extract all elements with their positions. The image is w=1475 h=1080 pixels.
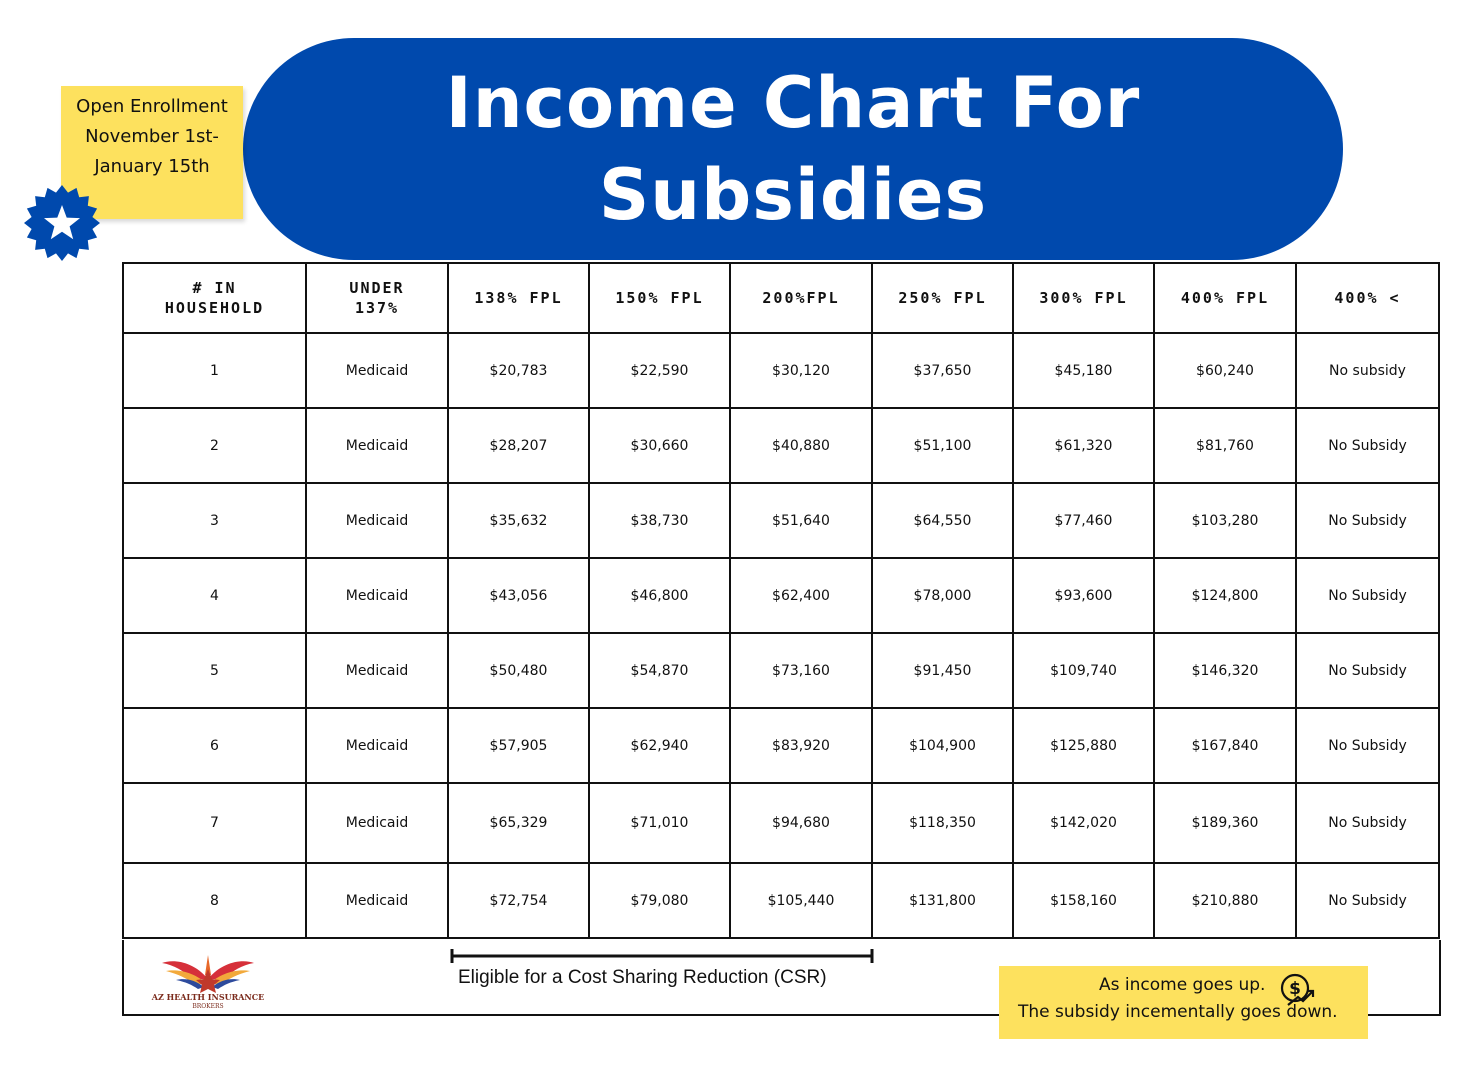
table-cell: 5 — [123, 633, 306, 708]
table-cell: Medicaid — [306, 558, 448, 633]
enrollment-line-3: January 15th — [94, 156, 210, 177]
column-header-text: HOUSEHOLD — [164, 299, 265, 317]
table-cell: $64,550 — [872, 483, 1013, 558]
column-header-text: 400% FPL — [1180, 289, 1270, 307]
table-cell: $94,680 — [730, 783, 872, 863]
table-cell: No subsidy — [1296, 333, 1439, 408]
column-header — [448, 263, 589, 333]
income-note — [999, 966, 1368, 1039]
table-row — [123, 783, 1439, 863]
table-cell: No Subsidy — [1296, 558, 1439, 633]
table-cell: $50,480 — [448, 633, 589, 708]
table-cell: $22,590 — [589, 333, 730, 408]
table-cell: 2 — [123, 408, 306, 483]
table-cell: $131,800 — [872, 863, 1013, 938]
csr-label: Eligible for a Cost Sharing Reduction (CSR) — [458, 967, 827, 988]
column-header-text: 400% < — [1334, 289, 1401, 307]
column-header — [589, 263, 730, 333]
table-cell: $124,800 — [1154, 558, 1296, 633]
table-row — [123, 708, 1439, 783]
table-cell: $146,320 — [1154, 633, 1296, 708]
column-header-text: 138% FPL — [474, 289, 563, 307]
table-cell: $30,660 — [589, 408, 730, 483]
table-cell: $125,880 — [1013, 708, 1154, 783]
column-header — [123, 263, 306, 333]
table-cell: Medicaid — [306, 633, 448, 708]
column-header — [872, 263, 1013, 333]
income-note-line-2: The subsidy incementally goes down. — [1018, 1002, 1338, 1022]
table-cell: $79,080 — [589, 863, 730, 938]
table-cell: $20,783 — [448, 333, 589, 408]
table-cell: $81,760 — [1154, 408, 1296, 483]
table-cell: 7 — [123, 783, 306, 863]
table-cell: 1 — [123, 333, 306, 408]
table-cell: Medicaid — [306, 708, 448, 783]
table-cell: No Subsidy — [1296, 708, 1439, 783]
table-cell: $65,329 — [448, 783, 589, 863]
table-cell: $105,440 — [730, 863, 872, 938]
title-banner — [243, 38, 1343, 260]
table-cell: $57,905 — [448, 708, 589, 783]
table-cell: $167,840 — [1154, 708, 1296, 783]
enrollment-line-2: November 1st- — [85, 126, 219, 147]
table-row — [123, 408, 1439, 483]
table-header-row — [123, 263, 1439, 333]
column-header-text: 250% FPL — [898, 289, 987, 307]
column-header-text: 300% FPL — [1039, 289, 1128, 307]
table-cell: $78,000 — [872, 558, 1013, 633]
table-row — [123, 483, 1439, 558]
table-cell: $60,240 — [1154, 333, 1296, 408]
column-header — [1013, 263, 1154, 333]
table-cell: $37,650 — [872, 333, 1013, 408]
column-header — [730, 263, 872, 333]
table-cell: $28,207 — [448, 408, 589, 483]
table-cell: $104,900 — [872, 708, 1013, 783]
table-cell: $142,020 — [1013, 783, 1154, 863]
table-cell: $77,460 — [1013, 483, 1154, 558]
table-cell: Medicaid — [306, 783, 448, 863]
logo-name: AZ HEALTH INSURANCE — [151, 992, 265, 1002]
svg-text:$: $ — [1289, 979, 1301, 999]
table-cell: $93,600 — [1013, 558, 1154, 633]
table-cell: $91,450 — [872, 633, 1013, 708]
title-line-2: Subsidies — [598, 154, 988, 236]
column-header-text: 137% — [354, 299, 400, 317]
table-cell: No Subsidy — [1296, 408, 1439, 483]
table-cell: Medicaid — [306, 863, 448, 938]
table-cell: $83,920 — [730, 708, 872, 783]
table-cell: $103,280 — [1154, 483, 1296, 558]
column-header-text: 150% FPL — [615, 289, 704, 307]
table-row — [123, 333, 1439, 408]
column-header-text: 200%FPL — [762, 289, 840, 307]
column-header — [306, 263, 448, 333]
csr-bracket — [450, 949, 874, 963]
table-cell: 4 — [123, 558, 306, 633]
table-cell: $54,870 — [589, 633, 730, 708]
table-cell: $118,350 — [872, 783, 1013, 863]
table-row — [123, 633, 1439, 708]
table-row — [123, 863, 1439, 938]
money-growth-icon — [1278, 971, 1316, 1009]
table-cell: Medicaid — [306, 408, 448, 483]
table-cell: $158,160 — [1013, 863, 1154, 938]
table-cell: No Subsidy — [1296, 863, 1439, 938]
table-cell: $71,010 — [589, 783, 730, 863]
table-cell: $210,880 — [1154, 863, 1296, 938]
table-cell: No Subsidy — [1296, 783, 1439, 863]
table-cell: $40,880 — [730, 408, 872, 483]
income-note-line-1: As income goes up. — [1099, 975, 1266, 995]
table-cell: Medicaid — [306, 333, 448, 408]
table-cell: $43,056 — [448, 558, 589, 633]
table-row — [123, 558, 1439, 633]
table-cell: $30,120 — [730, 333, 872, 408]
table-cell: $189,360 — [1154, 783, 1296, 863]
column-header — [1296, 263, 1439, 333]
table-cell: $51,100 — [872, 408, 1013, 483]
column-header-text: # IN — [192, 279, 237, 297]
column-header-text: UNDER — [349, 279, 405, 297]
table-cell: $109,740 — [1013, 633, 1154, 708]
table-cell: $72,754 — [448, 863, 589, 938]
column-header — [1154, 263, 1296, 333]
table-cell: 8 — [123, 863, 306, 938]
table-cell: $62,400 — [730, 558, 872, 633]
table-cell: $45,180 — [1013, 333, 1154, 408]
table-cell: $73,160 — [730, 633, 872, 708]
table-cell: $38,730 — [589, 483, 730, 558]
star-badge-icon — [22, 183, 102, 263]
table-cell: No Subsidy — [1296, 483, 1439, 558]
table-cell: $61,320 — [1013, 408, 1154, 483]
logo-subtitle: BROKERS — [192, 1003, 224, 1010]
table-cell: No Subsidy — [1296, 633, 1439, 708]
table-cell: 3 — [123, 483, 306, 558]
enrollment-line-1: Open Enrollment — [76, 96, 228, 117]
table-cell: $62,940 — [589, 708, 730, 783]
table-cell: $35,632 — [448, 483, 589, 558]
table-cell: 6 — [123, 708, 306, 783]
income-table — [122, 262, 1440, 939]
table-cell: $46,800 — [589, 558, 730, 633]
table-cell: Medicaid — [306, 483, 448, 558]
table-cell: $51,640 — [730, 483, 872, 558]
title-line-1: Income Chart For — [445, 62, 1141, 144]
